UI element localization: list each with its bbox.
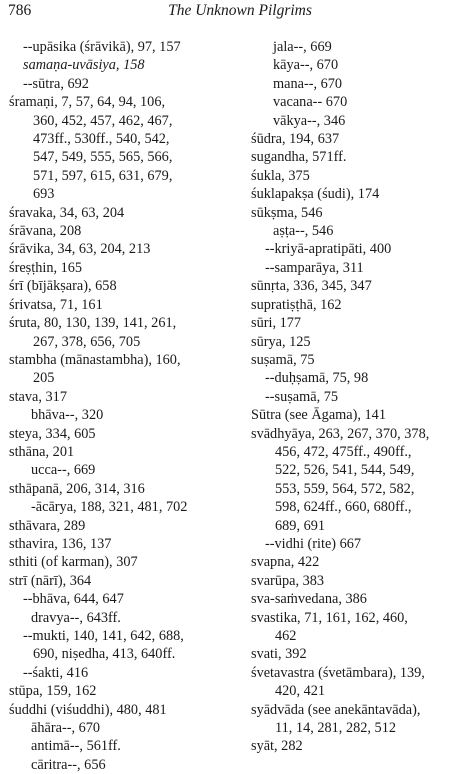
index-entry: sthāvara, 289 — [9, 517, 86, 534]
index-entry: --vidhi (rite) 667 — [265, 535, 362, 552]
index-entry: śvetavastra (śvetāmbara), 139, — [251, 664, 425, 681]
index-entry: 473ff., 530ff., 540, 542, — [33, 131, 170, 148]
index-entry: suṣamā, 75 — [251, 351, 315, 368]
index-entry: --duḥṣamā, 75, 98 — [265, 370, 369, 387]
index-entry: --śakti, 416 — [23, 664, 89, 681]
index-entry: mana--, 670 — [273, 75, 343, 92]
page-header — [8, 2, 452, 24]
index-entry: 689, 691 — [275, 517, 326, 534]
index-entry: svarūpa, 383 — [251, 572, 325, 589]
index-entry: 553, 559, 564, 572, 582, — [275, 480, 415, 497]
running-title: The Unknown Pilgrims — [168, 2, 312, 19]
index-entry: śravaka, 34, 63, 204 — [9, 204, 125, 221]
index-entry: supratiṣṭhā, 162 — [251, 296, 342, 313]
index-entry: 11, 14, 281, 282, 512 — [275, 720, 396, 737]
index-entry: śukla, 375 — [251, 167, 310, 184]
index-entry: sūrya, 125 — [251, 333, 311, 350]
index-entry: 598, 624ff., 660, 680ff., — [275, 499, 412, 516]
index-entry: śrāvana, 208 — [9, 223, 82, 240]
index-entry: --bhāva, 644, 647 — [23, 591, 124, 608]
index-entry: śramaṇi, 7, 57, 64, 94, 106, — [9, 94, 166, 111]
index-entry: stambha (mānastambha), 160, — [9, 351, 181, 368]
index-entry: sthāpanā, 206, 314, 316 — [9, 480, 145, 497]
index-entry: śruta, 80, 130, 139, 141, 261, — [9, 315, 177, 332]
index-entry: svati, 392 — [251, 646, 307, 663]
index-entry: svastika, 71, 161, 162, 460, — [251, 609, 408, 626]
index-entry: strī (nārī), 364 — [9, 572, 92, 589]
index-entry: --suṣamā, 75 — [265, 388, 339, 405]
index-entry: śrī (bījākṣara), 658 — [9, 278, 117, 295]
index-entry: sūnṛta, 336, 345, 347 — [251, 278, 372, 295]
index-entry: svādhyāya, 263, 267, 370, 378, — [251, 425, 430, 442]
index-entry: śrivatsa, 71, 161 — [9, 296, 103, 313]
index-entry: sūkṣma, 546 — [251, 204, 323, 221]
index-entry: --upāsika (śrāvikā), 97, 157 — [23, 39, 181, 55]
index-entry: śrāvika, 34, 63, 204, 213 — [9, 241, 151, 258]
index-entry: 690, niṣedha, 413, 640ff. — [33, 646, 176, 663]
index-entry: --samparāya, 311 — [265, 259, 364, 276]
index-entry: syāt, 282 — [251, 738, 303, 755]
index-entry: 205 — [33, 370, 55, 387]
index-entry: 360, 452, 457, 462, 467, — [33, 112, 173, 129]
index-entry: stava, 317 — [9, 388, 67, 405]
index-entry: 522, 526, 541, 544, 549, — [275, 462, 415, 479]
index-entry: āhāra--, 670 — [31, 720, 101, 737]
index-entry: cāritra--, 656 — [31, 756, 106, 773]
index-entry: svapna, 422 — [251, 554, 320, 571]
index-entry: aṣṭa--, 546 — [273, 223, 334, 240]
index-entry: kāya--, 670 — [273, 57, 339, 74]
index-entry: sthavira, 136, 137 — [9, 535, 112, 552]
index-entry: sva-saṁvedana, 386 — [251, 591, 367, 608]
index-entry: jala--, 669 — [273, 39, 332, 55]
index-entry: sthāna, 201 — [9, 443, 75, 460]
index-entry: sthiti (of karman), 307 — [9, 554, 138, 571]
index-entry: samaṇa-uvāsiya, 158 — [23, 57, 145, 74]
index-entry: dravya--, 643ff. — [31, 609, 121, 626]
index-entry: śuddhi (viśuddhi), 480, 481 — [9, 701, 167, 718]
index-entry: 571, 597, 615, 631, 679, — [33, 167, 173, 184]
index-entry: 267, 378, 656, 705 — [33, 333, 141, 350]
index-entry: bhāva--, 320 — [31, 407, 104, 424]
index-entry: 420, 421 — [275, 683, 326, 700]
index-entry: sūri, 177 — [251, 315, 302, 332]
index-entry: śreṣṭhin, 165 — [9, 259, 83, 276]
index-column-right — [251, 38, 456, 756]
index-entry: steya, 334, 605 — [9, 425, 96, 442]
index-entry: sugandha, 571ff. — [251, 149, 347, 166]
index-entry: --kriyā-apratipāti, 400 — [265, 241, 392, 258]
index-entry: 456, 472, 475ff., 490ff., — [275, 443, 412, 460]
index-entry: śuklapakṣa (śudi), 174 — [251, 186, 380, 203]
index-entry: śūdra, 194, 637 — [251, 131, 340, 148]
index-column-left — [9, 38, 247, 774]
index-entry: Sūtra (see Āgama), 141 — [251, 407, 386, 424]
index-entry: 693 — [33, 186, 55, 203]
index-entry: 547, 549, 555, 565, 566, — [33, 149, 173, 166]
index-entry: --mukti, 140, 141, 642, 688, — [23, 628, 184, 644]
page-number: 786 — [8, 2, 32, 19]
index-entry: stūpa, 159, 162 — [9, 683, 97, 700]
index-entry: 462 — [275, 628, 297, 644]
index-entry: vākya--, 346 — [273, 112, 346, 129]
index-entry: --sūtra, 692 — [23, 75, 89, 92]
index-entry: vacana-- 670 — [273, 94, 348, 111]
index-entry: ucca--, 669 — [31, 462, 96, 479]
index-entry: -ācārya, 188, 321, 481, 702 — [31, 499, 188, 516]
index-entry: antimā--, 561ff. — [31, 738, 121, 755]
index-entry: syādvāda (see anekāntavāda), — [251, 701, 421, 718]
